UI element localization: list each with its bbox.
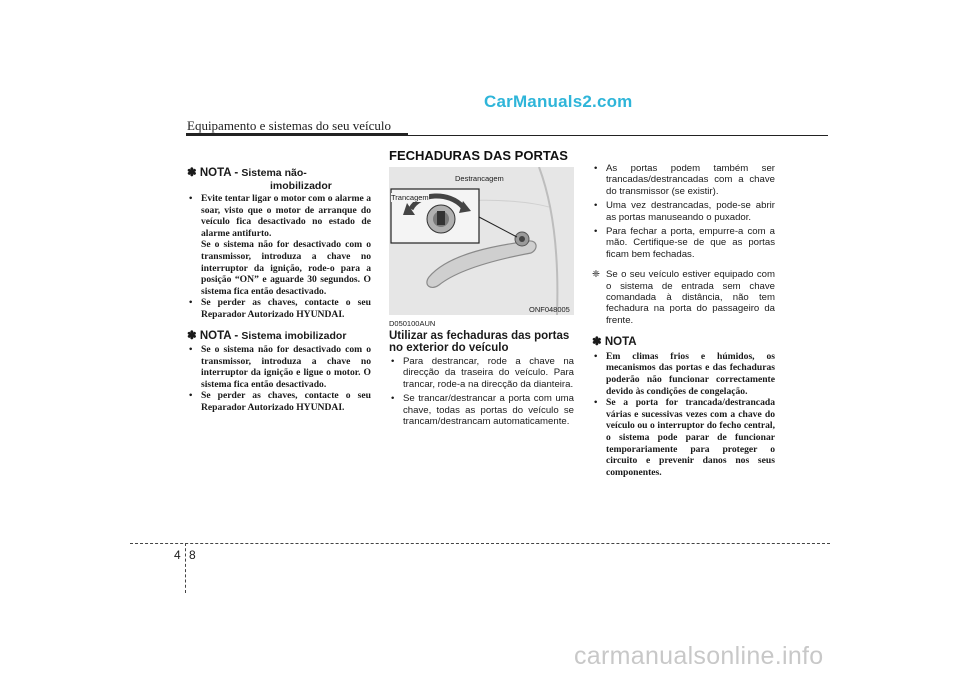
note-subtitle-line2: imobilizador [270, 179, 332, 192]
carmanuals2-watermark: CarManuals2.com [484, 92, 633, 111]
list-item: • Evite tentar ligar o motor com o alarme a soar, visto que o motor de arranque do veículo fica desactivado no estado de alarme antifurto. [187, 193, 371, 239]
middle-column-text [389, 356, 574, 427]
carmanualsonline-watermark: carmanualsonline.info [574, 642, 824, 670]
list-item: • Se a porta for trancada/destrancada várias e sucessivas vezes com a chave do veículo ou o interruptor do fecho central, o sistema pode parar de funcionar temporariamente para proteger o circuito e prevenir danos nos seus componentes. [592, 397, 775, 478]
list-item: • Para fechar a porta, empurre-a com a mão. Certifique-se de que as portas ficam bem fechadas. [592, 226, 775, 260]
note-heading: ✽ NOTA [592, 336, 637, 349]
list-item: • Se trancar/destrancar a porta com uma chave, todas as portas do veículo se trancam/destrancam automaticamente. [389, 393, 574, 427]
list-item: • Se perder as chaves, contacte o seu Reparador Autorizado HYUNDAI. [187, 390, 371, 413]
note-star-icon: ✽ [187, 167, 197, 179]
remark-asterisk-icon: ❈ [592, 269, 601, 281]
section-code: D050100AUN [389, 319, 436, 328]
header-rule [186, 133, 408, 136]
section-title: FECHADURAS DAS PORTAS [389, 148, 568, 163]
door-lock-illustration [389, 167, 574, 315]
note-heading-immobilizer: ✽ NOTA - Sistema imobilizador [187, 329, 347, 342]
subsection-heading: Utilizar as fechaduras das portas no exterior do veículo [389, 330, 570, 354]
unlock-label: Destrancagem [455, 174, 504, 183]
lock-label: Trancagem [391, 193, 429, 202]
list-item: • Se perder as chaves, contacte o seu Reparador Autorizado HYUNDAI. [187, 297, 371, 320]
figure-caption: ONF048005 [529, 305, 570, 314]
list-item: • Em climas frios e húmidos, os mecanismos das portas e das fechaduras poderão não funcionar correctamente devido às condições de congelação. [592, 351, 775, 397]
list-item: • Para destrancar, rode a chave na direcção da traseira do veículo. Para trancar, rode-a na direcção da dianteira. [389, 356, 574, 390]
left-column [187, 167, 371, 414]
list-item: • Uma vez destrancadas, pode-se abrir as portas manuseando o puxador. [592, 200, 775, 223]
footer-divider [185, 543, 186, 593]
note-star-icon: ✽ [592, 336, 602, 349]
footer-rule [130, 543, 830, 544]
right-column [592, 163, 775, 478]
list-item-continuation: Se o sistema não for desactivado com o transmissor, introduza a chave no interruptor da ignição, rode-o para a posição “ON” e aguarde 30 segundos. O sistema fica então desactivado. [201, 239, 371, 297]
chapter-header-title: Equipamento e sistemas do seu veículo [187, 118, 391, 133]
page-number: 8 [189, 548, 196, 562]
note-star-icon: ✽ [187, 329, 197, 342]
chapter-number: 4 [174, 548, 181, 562]
list-item: • Se o sistema não for desactivado com o transmissor, introduza a chave no interruptor da ignição e ligue o motor. O sistema fica então desactivado. [187, 344, 371, 390]
remark-paragraph: ❈ Se o seu veículo estiver equipado com o sistema de entrada sem chave comandada à distância, não tem fechadura na porta do passageiro da frente. [592, 269, 775, 326]
header-rule-thin [408, 135, 828, 136]
list-item: • As portas podem também ser trancadas/destrancadas com a chave do transmissor (se existir). [592, 163, 775, 197]
note-heading-non-immobilizer: ✽ NOTA - Sistema não- [187, 167, 307, 179]
